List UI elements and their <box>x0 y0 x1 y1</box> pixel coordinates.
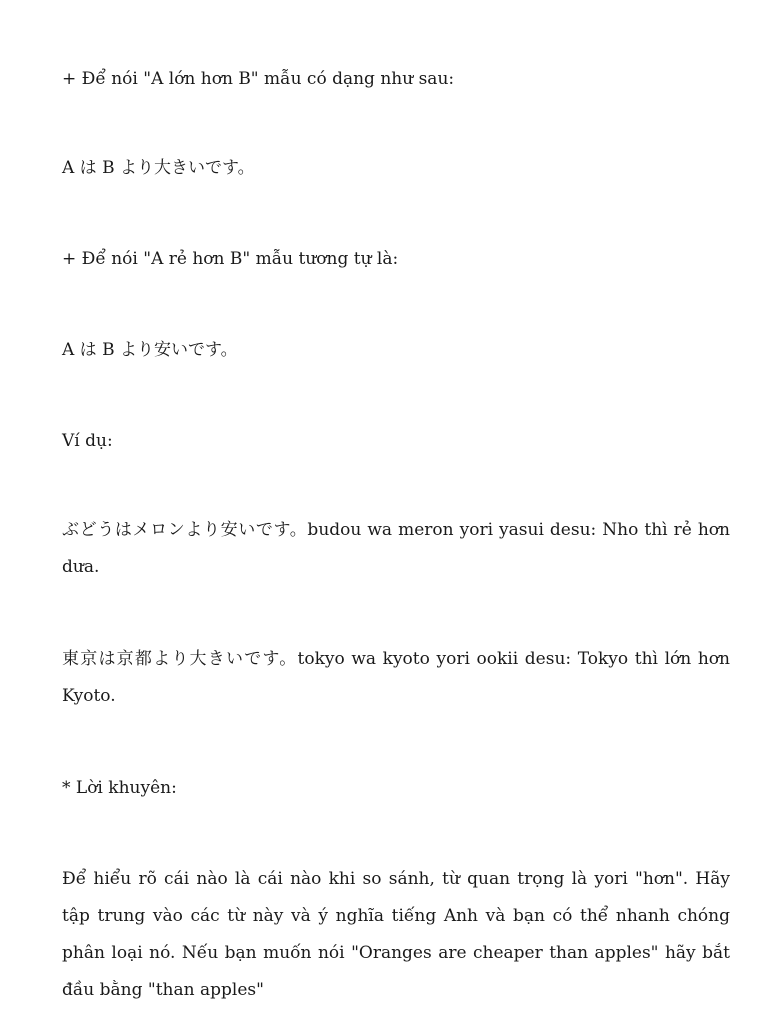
pattern-bigger-example: A は B より大きいです。 <box>62 158 255 178</box>
example-grapes-melon: ぶどうはメロンより安いです。budou wa meron yori yasui desu: Nho thì rẻ hơn dưa. <box>62 520 730 577</box>
pattern-cheaper-intro: + Để nói "A rẻ hơn B" mẫu tương tự là: <box>62 249 399 269</box>
advice-paragraph: Để hiểu rõ cái nào là cái nào khi so sánh, từ quan trọng là yori "hơn". Hãy tập trung vào các từ này và ý nghĩa tiếng Anh và bạn có thể nhanh chóng phân loại nó. Nếu bạn muốn nói "Oranges are cheaper than apples" hãy bắt đầu bằng "than apples" <box>62 869 730 1000</box>
pattern-cheaper-example: A は B より安いです。 <box>62 340 238 360</box>
advice-heading: * Lời khuyên: <box>62 778 177 798</box>
examples-heading: Ví dụ: <box>62 431 113 451</box>
pattern-bigger-intro: + Để nói "A lớn hơn B" mẫu có dạng như sau: <box>62 69 455 89</box>
example-tokyo-kyoto: 東京は京都より大きいです。tokyo wa kyoto yori ookii desu: Tokyo thì lớn hơn Kyoto. <box>62 649 730 706</box>
